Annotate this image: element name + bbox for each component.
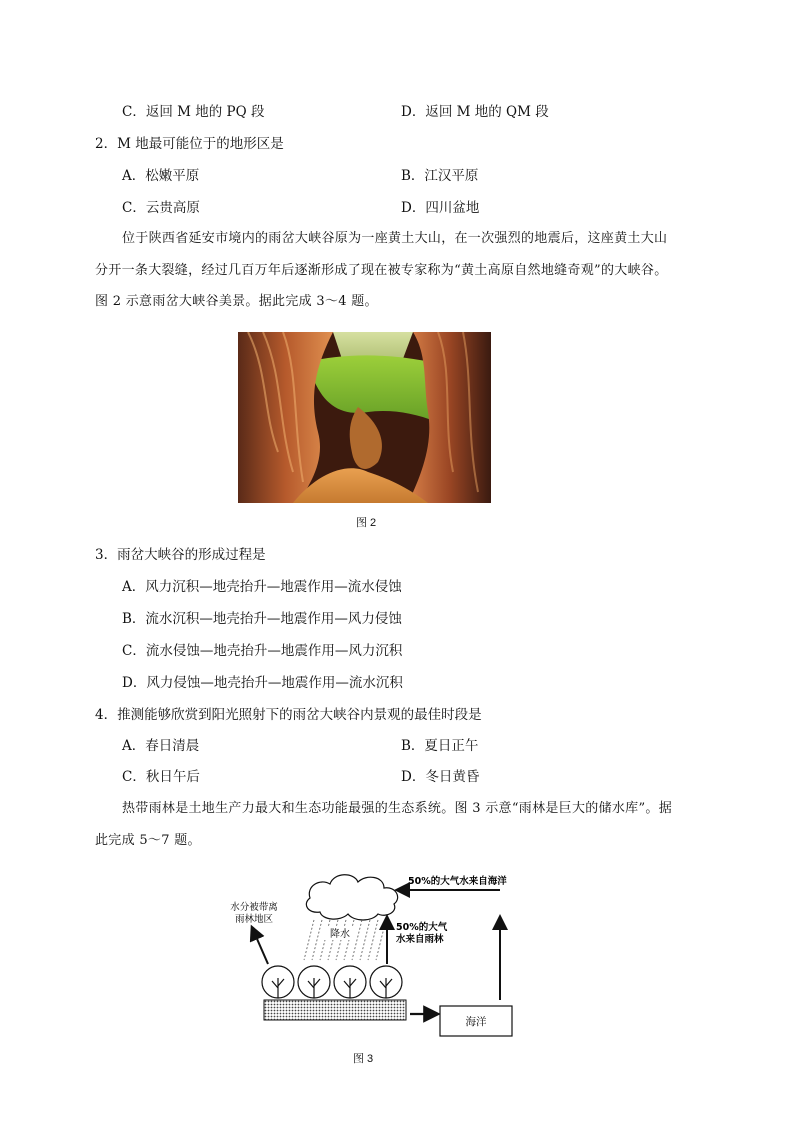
passage2-line1: 热带雨林是土地生产力最大和生态功能最强的生态系统。图 3 示意“雨林是巨大的储水库”。据	[122, 801, 673, 816]
passage1-line2: 分开一条大裂缝，经过几百万年后逐渐形成了现在被专家称为“黄土高原自然地缝奇观”的大峡谷。	[95, 263, 668, 278]
q2-option-d: D．四川盆地	[401, 200, 480, 216]
q4-option-a: A．春日清晨	[122, 738, 200, 754]
q1-option-d: D．返回 M 地的 QM 段	[401, 104, 549, 120]
passage1-line1: 位于陕西省延安市境内的雨岔大峡谷原为一座黄土大山，在一次强烈的地震后，这座黄土大山	[122, 231, 668, 246]
q4-option-b: B．夏日正午	[401, 738, 479, 754]
q3-option-c: C．流水侵蚀—地壳抬升—地震作用—风力沉积	[122, 643, 403, 659]
q3-option-a: A．风力沉积—地壳抬升—地震作用—流水侵蚀	[122, 579, 402, 595]
passage2-line2: 此完成 5～7 题。	[95, 833, 201, 848]
canyon-photo	[238, 332, 491, 503]
q1-option-c: C．返回 M 地的 PQ 段	[122, 104, 265, 120]
passage1-line3: 图 2 示意雨岔大峡谷美景。据此完成 3～4 题。	[95, 294, 378, 309]
q2-option-c: C．云贵高原	[122, 200, 200, 216]
q3-stem: 3．雨岔大峡谷的形成过程是	[95, 547, 266, 563]
q3-option-b: B．流水沉积—地壳抬升—地震作用—风力侵蚀	[122, 611, 402, 627]
rainforest-water-cycle-diagram	[222, 868, 532, 1048]
q4-option-c: C．秋日午后	[122, 769, 200, 785]
arrow-moisture-away	[254, 932, 268, 964]
label-forest-air-line2: 水来自雨林	[396, 934, 444, 945]
forest-floor	[264, 1000, 406, 1020]
label-moisture-line1: 水分被带离	[230, 902, 278, 913]
label-ocean-air: 50%的大气水来自海洋	[408, 876, 507, 887]
figure3-caption: 图 3	[353, 1053, 374, 1065]
cloud-icon	[306, 875, 397, 920]
label-forest-air-line1: 50%的大气	[396, 922, 448, 933]
q3-option-d: D．风力侵蚀—地壳抬升—地震作用—流水沉积	[122, 675, 403, 691]
q4-option-d: D．冬日黄昏	[401, 769, 480, 785]
q2-option-a: A．松嫩平原	[122, 168, 200, 184]
q2-stem: 2．M 地最可能位于的地形区是	[95, 136, 284, 152]
figure2-caption: 图 2	[356, 517, 377, 529]
label-ocean: 海洋	[465, 1016, 487, 1028]
q4-stem: 4．推测能够欣赏到阳光照射下的雨岔大峡谷内景观的最佳时段是	[95, 707, 482, 723]
q2-option-b: B．江汉平原	[401, 168, 479, 184]
label-rain: 降水	[330, 929, 350, 940]
label-moisture-line2: 雨林地区	[234, 914, 274, 925]
